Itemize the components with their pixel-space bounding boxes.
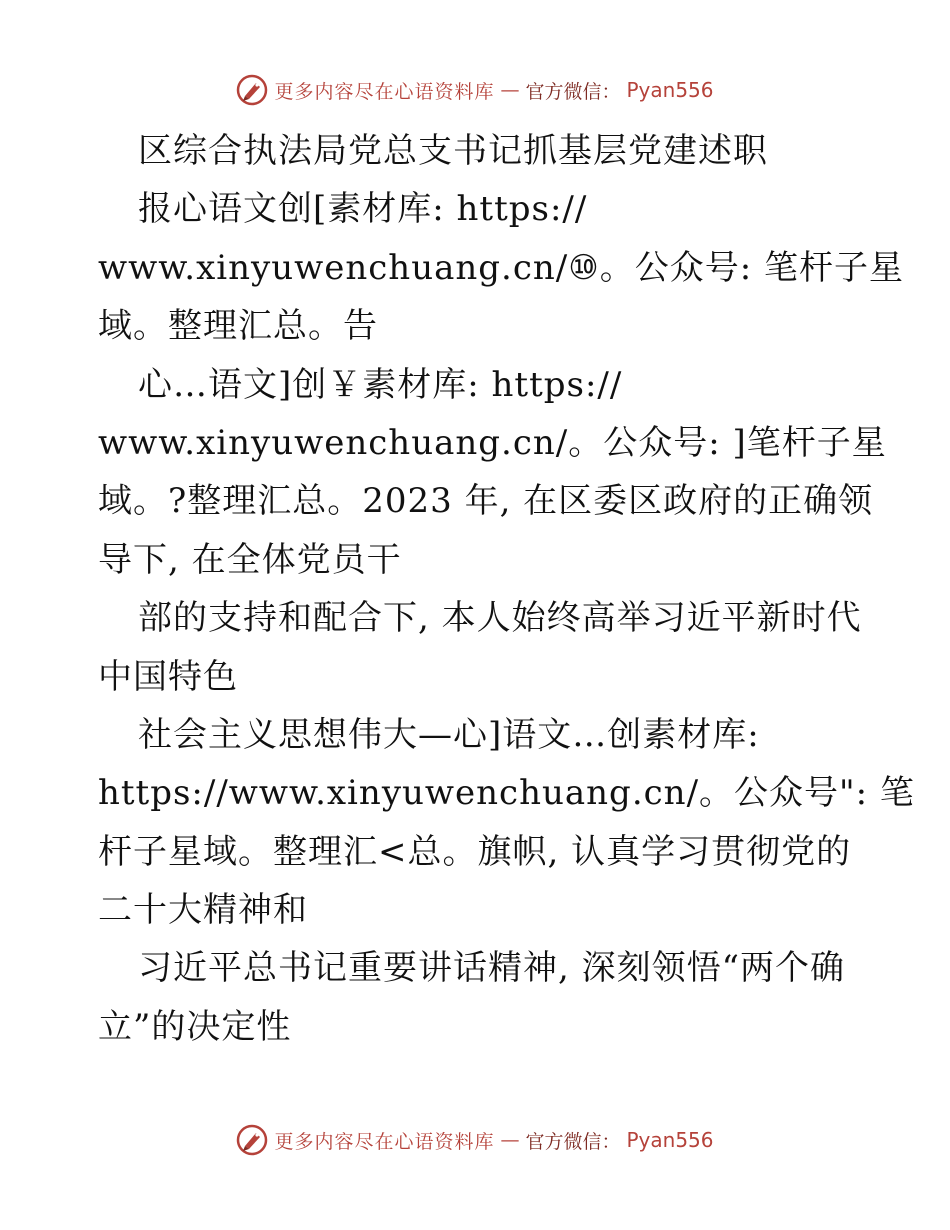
text-line: 社会主义思想伟大—心]语文…创素材库:: [138, 714, 760, 755]
banner-dash: —: [500, 1129, 520, 1151]
text-line: 中国特色: [98, 656, 238, 697]
text-line: 二十大精神和: [98, 890, 308, 931]
text-line: 立”的决定性: [98, 1006, 292, 1047]
banner-slogan: 更多内容尽在心语资料库: [274, 80, 495, 103]
banner-wechat-id: Pyan556: [626, 78, 714, 102]
pen-logo-icon: [236, 74, 268, 106]
text-line: 域。整理汇总。告: [98, 306, 378, 347]
banner-wechat-label: 官方微信：: [525, 1130, 621, 1153]
document-body: [98, 122, 915, 1056]
text-line: https://www.xinyuwenchuang.cn/。公众号": 笔: [98, 773, 915, 814]
text-line: 部的支持和配合下, 本人始终高举习近平新时代: [138, 598, 862, 639]
banner-wechat-label: 官方微信：: [525, 80, 621, 103]
text-line: www.xinyuwenchuang.cn/⑩。公众号: 笔杆子星: [98, 247, 904, 288]
banner-dash: —: [500, 79, 520, 101]
text-line: 导下, 在全体党员干: [98, 539, 402, 580]
text-line: 心…语文]创￥素材库: https://: [138, 364, 623, 405]
pen-logo-icon: [236, 1124, 268, 1156]
text-line: 报心语文创[素材库: https://: [138, 189, 588, 230]
text-line: www.xinyuwenchuang.cn/。公众号: ]笔杆子星: [98, 422, 887, 463]
text-line: 区综合执法局党总支书记抓基层党建述职: [138, 131, 768, 171]
header-banner: [0, 70, 950, 110]
banner-wechat-id: Pyan556: [626, 1128, 714, 1152]
banner-slogan: 更多内容尽在心语资料库: [274, 1130, 495, 1153]
text-line: 域。?整理汇总。2023 年, 在区委区政府的正确领: [98, 481, 874, 522]
text-line: 杆子星域。整理汇<总。旗帜, 认真学习贯彻党的: [98, 831, 852, 872]
footer-banner: [0, 1120, 950, 1160]
text-line: 习近平总书记重要讲话精神, 深刻领悟“两个确: [138, 948, 845, 989]
